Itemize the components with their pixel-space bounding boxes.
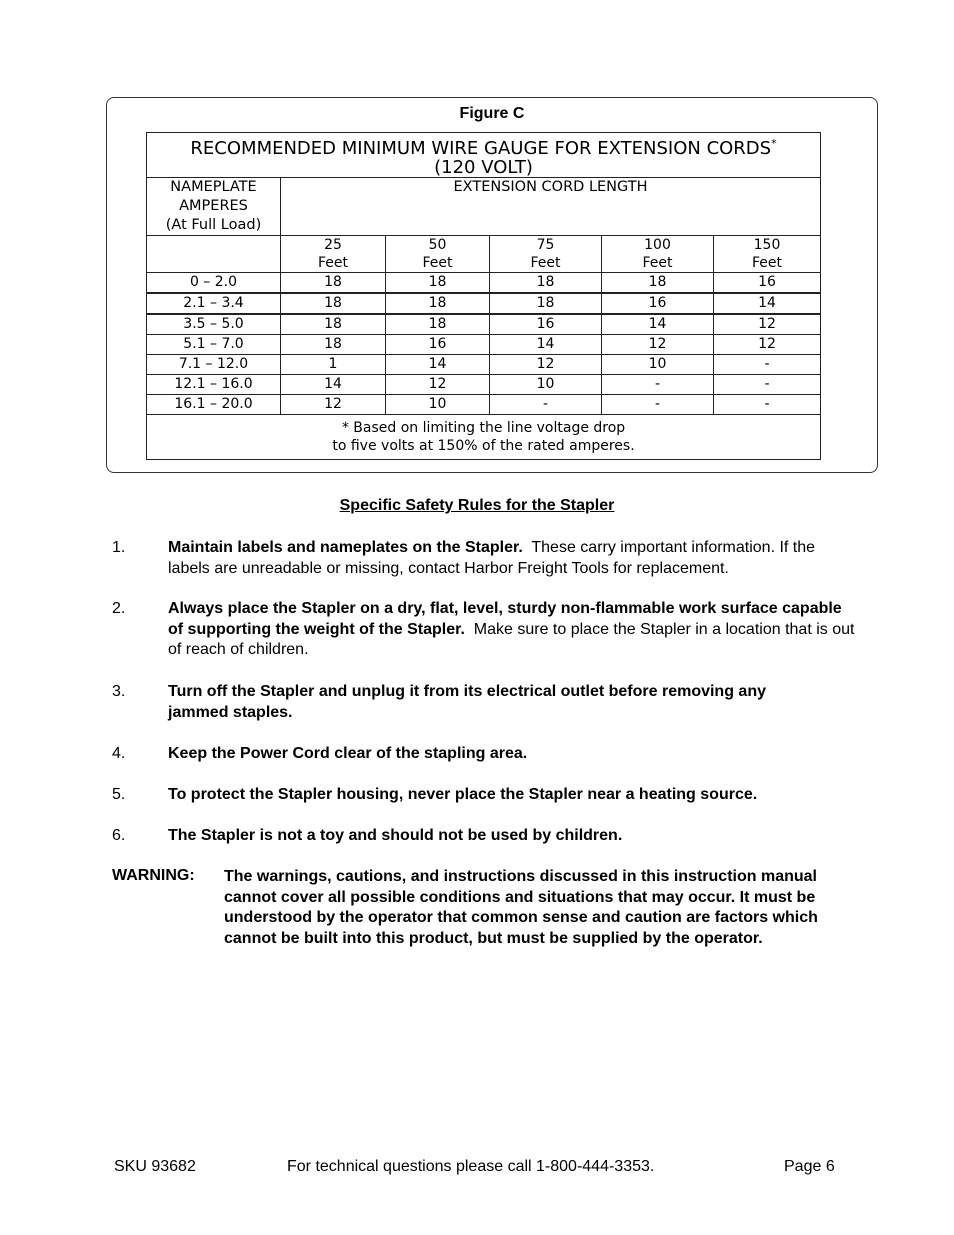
warning-text: The warnings, cautions, and instructions discussed in this instruction manual cannot cover all possible conditions and situations that may occur. It must be understood by the operator that common sense and caution are factors which cannot be built into this product, but must be supplied by the operator.	[224, 868, 818, 947]
table-title-line1: RECOMMENDED MINIMUM WIRE GAUGE FOR EXTENSION CORDS	[190, 138, 772, 159]
amperes-header: NAMEPLATE AMPERES (At Full Load)	[147, 178, 281, 236]
table-footnote: * Based on limiting the line voltage drop to five volts at 150% of the rated amperes.	[147, 415, 821, 460]
table-row: 0 – 2.0 18 18 18 18 16	[147, 273, 821, 294]
table-row: 7.1 – 12.0 1 14 12 10 -	[147, 355, 821, 375]
table-row: 3.5 – 5.0 18 18 16 14 12	[147, 314, 821, 335]
table-title-star: *	[771, 137, 777, 150]
footer-page-number: Page 6	[784, 1158, 835, 1175]
figure-caption: Figure C	[459, 105, 525, 122]
wire-gauge-table	[146, 132, 821, 460]
length-150: 150 Feet	[714, 236, 821, 273]
footer-phone: For technical questions please call 1-800-444-3353.	[287, 1158, 655, 1175]
length-50: 50 Feet	[386, 236, 490, 273]
table-row: 16.1 – 20.0 12 10 - - -	[147, 395, 821, 415]
blank-header-cell	[147, 236, 281, 273]
length-25: 25 Feet	[281, 236, 386, 273]
table-row: 2.1 – 3.4 18 18 18 16 14	[147, 293, 821, 314]
figure-c-box	[106, 97, 878, 473]
table-title	[147, 133, 821, 178]
footer-sku: SKU 93682	[114, 1158, 196, 1175]
length-75: 75 Feet	[490, 236, 602, 273]
length-100: 100 Feet	[602, 236, 714, 273]
table-row: 5.1 – 7.0 18 16 14 12 12	[147, 335, 821, 355]
length-header: EXTENSION CORD LENGTH	[281, 178, 821, 236]
section-title: Specific Safety Rules for the Stapler	[339, 497, 615, 514]
warning-label: WARNING:	[112, 867, 195, 884]
table-title-line2: (120 VOLT)	[434, 157, 533, 178]
table-row: 12.1 – 16.0 14 12 10 - -	[147, 375, 821, 395]
